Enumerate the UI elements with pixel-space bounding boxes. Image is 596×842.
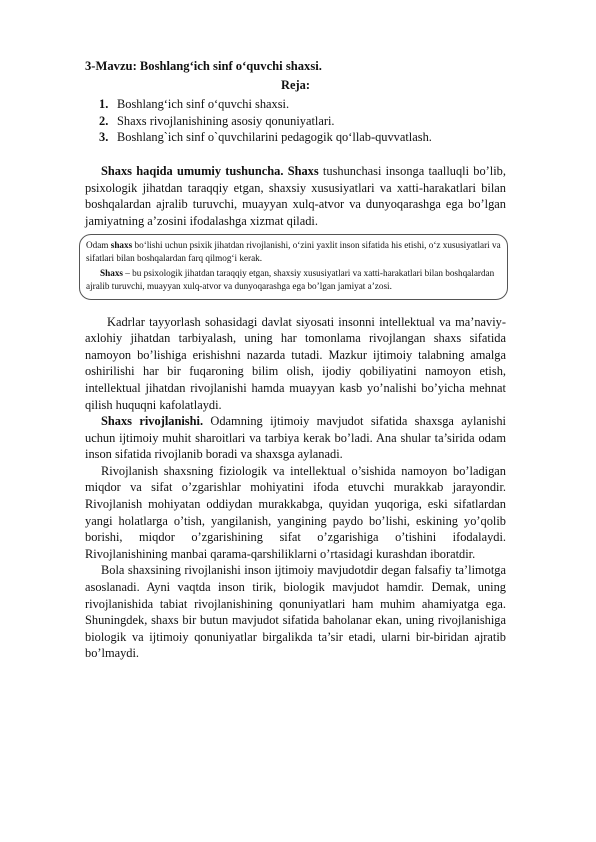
paragraph-kadrlar: Kadrlar tayyorlash sohasidagi davlat siyosati insonni intellektual va ma’naviy-axlohiy jihatdan tarbiyalash, uning har tomonlama rivojlangan shaxs sifatida namoyon bo’lishiga erishishni nazarda tutadi. Mazkur ijtimoiy talabning amalga oshirilishi har bir fuqaroning bilim olish, ijodiy qobiliyatini namoyon etish, intellektual jihatdan rivojlanishi hamda muayyan kasb yo’nalishi bo’yicha mehnat qilish huquqni kafolatlaydi. bbox=[85, 314, 506, 412]
plan-item-number: 2. bbox=[99, 113, 109, 128]
plan-item bbox=[99, 113, 506, 130]
definition-line-1 bbox=[86, 239, 501, 265]
paragraph-text: tushunchasi insonga taalluqli bo’lib, psixologik jihatdan taraqqiy etgan, shaxsiy xususiyatlari va xatti-harakatlari bilan boshqalardan ajralib turuvchi, muayyan xulq-atvor va dunyoqarashga ega bo’lgan jamiyatning a’zosini ifodalashga xizmat qiladi. bbox=[85, 163, 506, 228]
paragraph-rivojlanish: Rivojlanish shaxsning fiziologik va intellektual o’sishida namoyon bo’ladigan miqdor va sifat o’zgarishlar mohiyatini ifoda etuvchi murakkab jarayondir. Rivojlanish mohiyatan oddiydan murakkabga, quyidan yuqoriga, eski sifatlardan yangi holatlarga o’tish, yangilanish, yangining paydo bo’lishi, eskining yo’qolib borishi, miqdor o’zgarishining sifat o’zgarishiga o’tishini ifodalaydi. Rivojlanishining manbai qarama-qarshiliklarni o’rtasidagi kurashdan iboratdir. bbox=[85, 463, 506, 561]
paragraph-bola-shaxsi: Bola shaxsining rivojlanishi inson ijtimoiy mavjudotdir degan falsafiy ta’limotga asoslanadi. Ayni vaqtda inson tirik, biologik mavjudot hamdir. Demak, uning rivojlanishida tabiat rivojlanishining qonuniyatlari ham muhim ahamiyatga ega. Shuningdek, shaxs bir butun mavjudot sifatida baholanar ekan, uning rivojlanishiga biologik va ijtimoiy qonuniyatlar birgalikda ta’sir etadi, ularni bir-biridan ajratib bo’lmaydi. bbox=[85, 563, 506, 661]
definition-line-2 bbox=[86, 267, 501, 293]
plan-item-number: 3. bbox=[99, 130, 109, 145]
plan-list bbox=[85, 96, 506, 146]
paragraph-shaxs-rivojlanishi bbox=[85, 413, 506, 463]
paragraph-text: Odamning ijtimoiy mavjudot sifatida shaxsga aylanishi uchun ijtimoiy muhit sharoitlari va tarbiya kerak bo’ladi. Ana shular ta’sirida odam inson sifatida rivojlanib boradi va shaxsga aylanadi. bbox=[85, 414, 507, 462]
paragraph-lead: Shaxs rivojlanishi. bbox=[101, 414, 204, 429]
document-page bbox=[85, 58, 506, 662]
plan-item bbox=[99, 129, 506, 146]
definition-term: shaxs bbox=[110, 240, 133, 251]
definition-text: bo‘lishi uchun psixik jihatdan rivojlanishi, o‘zini yaxlit inson sifatida his etishi, o‘z xususiyatlari va sifatlari bilan boshqalardan farq qilmog‘i kerak. bbox=[86, 240, 501, 264]
plan-item-text: Shaxs rivojlanishining asosiy qonuniyatlari. bbox=[117, 113, 335, 128]
definition-box bbox=[79, 234, 508, 299]
definition-text: – bu psixologik jihatdan taraqqiy etgan, shaxsiy xususiyatlari va xatti-harakatlari bilan boshqalardan ajralib turuvchi, muayyan xulq-atvor va dunyoqarashga ega bo’lgan jamiyat a’zosi. bbox=[86, 267, 495, 291]
plan-item bbox=[99, 96, 506, 113]
plan-item-number: 1. bbox=[99, 97, 109, 112]
paragraph-shaxs-intro bbox=[85, 163, 506, 229]
definition-term: Shaxs bbox=[100, 267, 123, 278]
plan-item-text: Boshlang‘ich sinf o‘quvchi shaxsi. bbox=[117, 97, 290, 112]
paragraph-lead: Shaxs haqida umumiy tushuncha. bbox=[101, 163, 284, 178]
plan-heading: Reja: bbox=[281, 77, 310, 92]
lesson-title: 3-Mavzu: Boshlang‘ich sinf o‘quvchi shaxsi. bbox=[85, 59, 322, 73]
definition-text: Odam bbox=[86, 240, 111, 251]
plan-item-text: Boshlang`ich sinf o`quvchilarini pedagogik qo‘llab-quvvatlash. bbox=[117, 130, 432, 145]
paragraph-term: Shaxs bbox=[287, 163, 319, 178]
